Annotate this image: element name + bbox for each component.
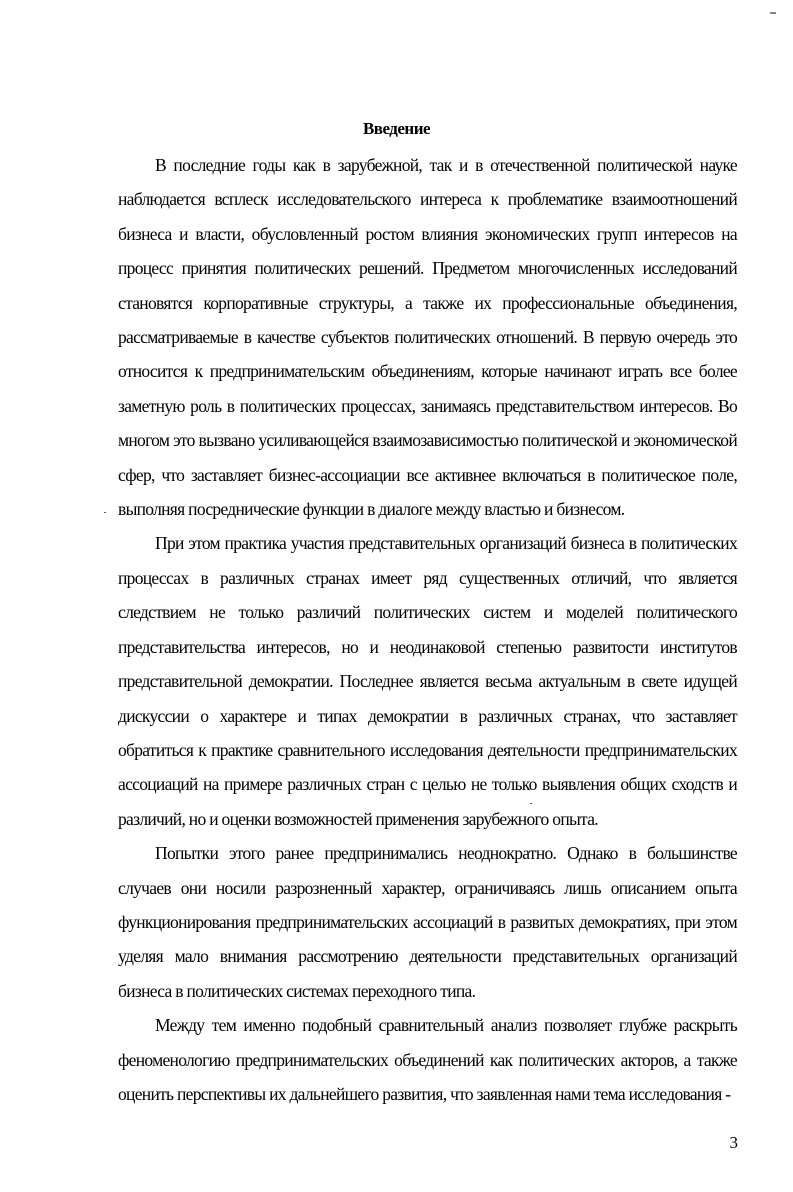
paragraph-1: В последние годы как в зарубежной, так и в отечественной политической науке наблюдается всплеск исследовательского интереса к проблематике взаимоотношений бизнеса и власти, обусловленный ростом влияния экономических групп интересов на процесс принятия политических решений. Предметом многочисленных исследований становятся корпоративные структуры, а также их профессиональные объединения, рассматриваемые в качестве субъектов политических отношений. В первую очередь это относится к предпринимательским объединениям, которые начинают играть все более заметную роль в политических процессах, занимаясь представительством интересов. Во многом это вызвано усиливающейся взаимозависимостью политической и экономической сфер, что заставляет бизнес-ассоциации все активнее включаться в политическое поле, выполняя посреднические функции в диалоге между властью и бизнесом. (118, 155, 737, 520)
paragraph-3: Попытки этого ранее предпринимались неоднократно. Однако в большинстве случаев они носили разрозненный характер, ограничиваясь лишь описанием опыта функционирования предпринимательских ассоциаций в развитых демократиях, при этом уделяя мало внимания рассмотрению деятельности представительных организаций бизнеса в политических системах переходного типа. (118, 843, 737, 1001)
scan-artifact (104, 512, 106, 513)
scan-artifact (770, 12, 776, 14)
paragraph-2: При этом практика участия представительных организаций бизнеса в политических процессах в различных странах имеет ряд существенных отличий, что является следствием не только различий политических систем и моделей политического представительства интересов, но и неодинаковой степенью развитости институтов представительной демократии. Последнее является весьма актуальным в свете идущей дискуссии о характере и типах демократии в различных странах, что заставляет обратиться к практике сравнительного исследования деятельности предпринимательских ассоциаций на примере различных стран с целью не только выявления общих сходств и различий, но и оценки возможностей применения зарубежного опыта. (118, 533, 737, 829)
paragraph-4: Между тем именно подобный сравнительный анализ позволяет глубже раскрыть феноменологию предпринимательских объединений как политических акторов, а также оценить перспективы их дальнейшего развития, что заявленная нами тема исследования - (118, 1015, 737, 1104)
body-text (118, 148, 737, 1111)
section-title: Введение (362, 119, 431, 138)
page-number: 3 (729, 1133, 738, 1152)
